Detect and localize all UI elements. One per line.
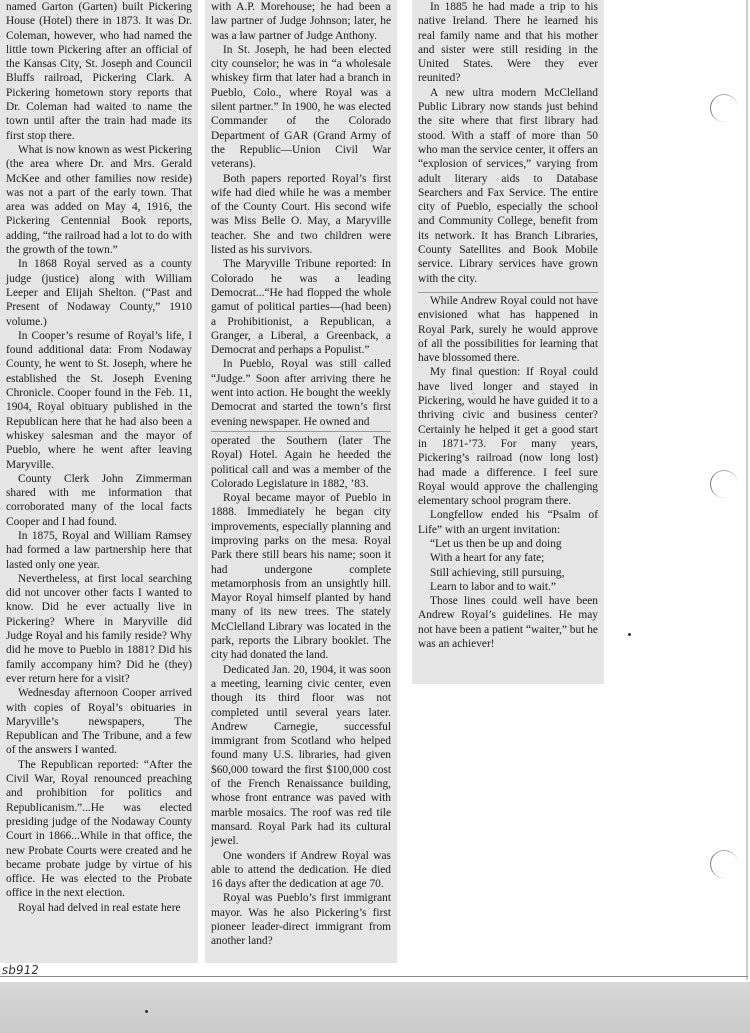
punch-hole xyxy=(710,94,738,122)
paragraph: Royal had delved in real estate here xyxy=(18,901,181,914)
verse-line: With a heart for any fate; xyxy=(430,552,545,565)
paragraph: The Republican reported: “After the Civil War, Royal renounced preaching and prohibition for politics and Republicanism.”...He was elected presiding judge of the Nodaway County Court in 1866...While in that office, the new Probate Courts were created and he became probate judge by virtue of his office. He was elected to the Probate office in the next election. xyxy=(6,758,192,900)
paragraph: One wonders if Andrew Royal was able to attend the dedication. He died 16 days after the dedication at age 70. xyxy=(211,849,391,891)
paragraph-continued: operated the Southern (later The Royal) Hotel. Again he heeded the political call and was a member of the Colorado Legislature in 1882, ’83. xyxy=(211,431,391,491)
paragraph: County Clerk John Zimmerman shared with me information that corroborated many of the local facts Cooper and I had found. xyxy=(6,472,192,528)
paragraph: Wednesday afternoon Cooper arrived with copies of Royal’s obituaries in Maryville’s newspapers, The Republican and The Tribune, and a few of the answers I wanted. xyxy=(6,687,192,757)
page-edge-shadow xyxy=(746,0,748,980)
paragraph: In 1885 he had made a trip to his native Ireland. There he learned his real family name and that his mother and sister were still residing in the United States. Were they ever reunited? xyxy=(418,1,598,85)
scan-background xyxy=(0,982,750,1033)
verse-line: Learn to labor and to wait.” xyxy=(430,580,556,593)
article-column-middle xyxy=(205,0,397,963)
paragraph: My final question: If Royal could have lived longer and stayed in Pickering, would he have guided it to a thriving civic and business center? Certainly he helped it get a good start in 1871-’73. For many years, Pickering’s railroad (now long lost) had made a difference. I feel sure Royal would approve the challenging elementary school program there. xyxy=(418,366,598,508)
clipping-bottom-edge xyxy=(0,976,748,977)
paragraph: Royal became mayor of Pueblo in 1888. Immediately he began city improvements, especially planning and improving parks on the mesa. Royal Park there still bears his name; soon it had undergone complete metamorphosis from an unsightly hill. Mayor Royal himself planted by hand many of its new trees. The stately McClelland Library was located in the park, reports the Library booklet. The city had donated the land. xyxy=(211,492,391,662)
paragraph: Royal was Pueblo’s first immigrant mayor. Was he also Pickering’s first pioneer leader-direct immigrant from another land? xyxy=(211,892,391,948)
paragraph: In Pueblo, Royal was still called “Judge.” Soon after arriving there he went into action. He bought the weekly Democrat and started the town’s first evening newspaper. He owned and xyxy=(211,358,391,428)
paragraph: In 1868 Royal served as a county judge (justice) along with William Leeper and Elijah Shelton. (“Past and Present of Nodaway County,” 1910 volume.) xyxy=(6,258,192,328)
paragraph: with A.P. Morehouse; he had been a law partner of Judge Johnson; later, he was a law partner of Judge Anthony. xyxy=(211,1,391,42)
paragraph: Dedicated Jan. 20, 1904, it was soon a meeting, learning civic center, even though its third floor was not completed until several years later. Andrew Carnegie, successful immigrant from Scotland who helped found many U.S. libraries, had given $60,000 toward the first $100,000 cost of the French Renaissance building, whose front entrance was paved with marble mosaics. The roof was red tile mansard. Royal Park had its cultural jewel. xyxy=(211,663,391,848)
margin-note: sb912 xyxy=(1,963,40,977)
paragraph: What is now known as west Pickering (the area where Dr. and Mrs. Gerald McKee and other families now reside) was not a part of the early town. That area was added on May 4, 1916, the Pickering Centennial Book reports, adding, “the railroad had a lot to do with the growth of the town.” xyxy=(6,143,192,257)
article-column-right xyxy=(412,0,604,684)
paragraph: While Andrew Royal could not have envisioned what has happened in Royal Park, surely he would approve of all the possibilities for learning that have blossomed there. xyxy=(418,292,598,365)
paragraph: Those lines could well have been Andrew Royal’s guidelines. He may not have been a patient “waiter,” but he was an achiever! xyxy=(418,595,598,651)
paragraph: A new ultra modern McClelland Public Library now stands just behind the site where that first library had stood. With a staff of more than 50 who man the service center, it offers an “explosion of services,” varying from adult literary aids to Database Searchers and Fax Service. The entire city of Pueblo, especially the school and Community College, benefit from its network. It has Branch Libraries, County Satellites and Book Mobile service. Library services have grown with the city. xyxy=(418,86,598,285)
verse-line: “Let us then be up and doing xyxy=(430,537,562,550)
paragraph: In Cooper’s resume of Royal’s life, I found additional data: From Nodaway County, he went to St. Joseph, where he established the St. Joseph Evening Chronicle. Cooper found in the Feb. 11, 1904, Royal obituary published in the Republican here that he had also been a whiskey salesman and the mayor of Pueblo, where he went after leaving Maryville. xyxy=(6,329,192,471)
paragraph: In St. Joseph, he had been elected city counselor; he was in “a wholesale whiskey firm that later had a branch in Pueblo, Colo., where Royal was a silent partner.” In 1900, he was elected Commander of the Colorado Department of GAR (Grand Army of the Republic—Union Civil War veterans). xyxy=(211,43,391,171)
paragraph: The Maryville Tribune reported: In Colorado he was a leading Democrat...“He had flopped the whole gamut of political parties—(had been) a Prohibitionist, a Republican, a Granger, a Liberal, a Greenback, a Democrat and perhaps a Populist.” xyxy=(211,258,391,357)
speck xyxy=(145,1010,148,1013)
paragraph: Both papers reported Royal’s first wife had died while he was a member of the County Court. His second wife was Miss Belle O. May, a Maryville teacher. She and two children were listed as his survivors. xyxy=(211,172,391,257)
paragraph: named Garton (Garten) built Pickering House (Hotel) there in 1873. It was Dr. Coleman, however, who had named the little town Pickering after an official of the Kansas City, St. Joseph and Council Bluffs railroad, Pickering Clark. A Pickering hometown story reports that Dr. Coleman had waited to name the town until after the train had made its first stop there. xyxy=(6,1,192,142)
punch-hole xyxy=(710,850,738,878)
punch-hole xyxy=(710,470,738,498)
paragraph: In 1875, Royal and William Ramsey had formed a law partnership here that lasted only one year. xyxy=(6,529,192,571)
article-column-left xyxy=(0,0,198,963)
paragraph: Nevertheless, at first local searching did not uncover other facts I wanted to know. Did he ever actually live in Pickering? Where in Maryville did Judge Royal and his family reside? Why did he move to Pueblo in 1881? Did his family accompany him? Did he (they) ever return here for a visit? xyxy=(6,572,192,685)
speck xyxy=(628,633,631,636)
verse-line: Still achieving, still pursuing, xyxy=(430,566,565,579)
paragraph: Longfellow ended his “Psalm of Life” with an urgent invitation: xyxy=(418,509,598,536)
